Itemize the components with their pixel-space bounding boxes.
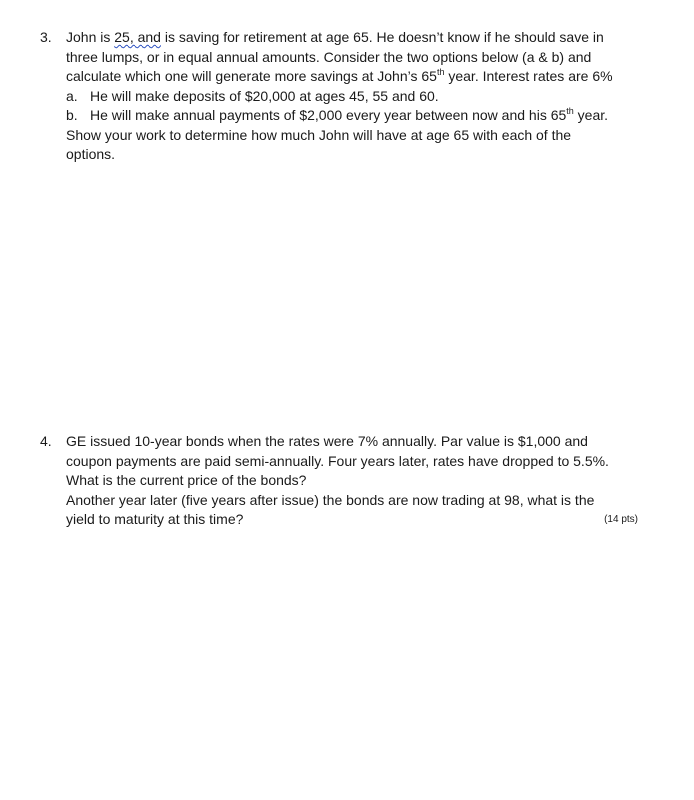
- q4-line-5: [40, 510, 650, 530]
- q4-points: (14 pts): [604, 514, 638, 525]
- q3-line-7: [40, 145, 650, 165]
- question-3: [40, 28, 650, 165]
- q3-option-b-label: b.: [66, 107, 78, 123]
- q4-number: 4.: [40, 433, 52, 449]
- q4-text-1: GE issued 10-year bonds when the rates were 7% annually. Par value is $1,000 and: [66, 433, 588, 449]
- q3-line-6: [40, 126, 650, 146]
- q3-text-2: three lumps, or in equal annual amounts. Consider the two options below (a & b) and: [66, 48, 592, 65]
- q3-option-a-label: a.: [66, 87, 78, 104]
- q4-line-2: [40, 452, 650, 472]
- q3-underlined-text: 25, and: [114, 29, 161, 45]
- q3-text-1a: John is: [66, 29, 115, 45]
- q3-superscript-th: th: [436, 67, 445, 77]
- q3-text-3a: calculate which one will generate more savings at John’s 65: [66, 68, 437, 84]
- q4-text-4: Another year later (five years after issue) the bonds are now trading at 98, what is the: [66, 491, 595, 508]
- question-4: [40, 432, 650, 530]
- q4-line-1: [40, 432, 650, 452]
- q4-line-4: [40, 491, 650, 511]
- q3-text-1b: is saving for retirement at age 65. He doesn’t know if he should save in: [160, 29, 604, 45]
- q3-line-2: [40, 48, 650, 68]
- q3-line-1: [40, 28, 650, 48]
- q3-option-a: [40, 87, 650, 107]
- q3-option-b: [40, 106, 650, 126]
- q4-text-3: What is the current price of the bonds?: [66, 472, 307, 488]
- q3-text-3b: year. Interest rates are 6%: [444, 68, 613, 84]
- q3-option-b-superscript-th: th: [566, 106, 574, 116]
- q4-text-5: yield to maturity at this time?: [66, 511, 244, 527]
- q3-text-6: Show your work to determine how much John will have at age 65 with each of the: [66, 126, 572, 143]
- q3-option-b-text-a: He will make annual payments of $2,000 every year between now and his 65: [90, 107, 567, 123]
- q4-line-3: [40, 471, 650, 491]
- q3-text-7: options.: [66, 146, 116, 162]
- q3-option-a-text: He will make deposits of $20,000 at ages 45, 55 and 60.: [90, 87, 439, 104]
- q3-number: 3.: [40, 29, 52, 45]
- q4-text-2: coupon payments are paid semi-annually. Four years later, rates have dropped to 5.5%.: [66, 452, 609, 469]
- q3-line-3: [40, 67, 650, 87]
- q3-option-b-text-b: year.: [573, 107, 609, 123]
